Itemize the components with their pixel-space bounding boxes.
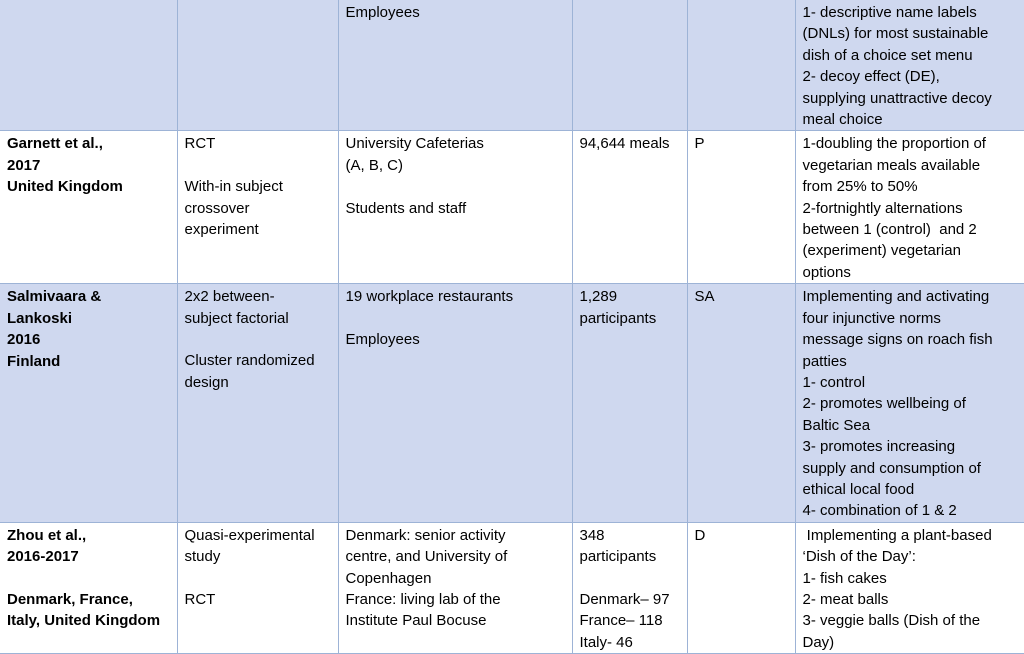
design-cell	[177, 0, 338, 131]
cell-text: 348	[579, 526, 605, 544]
cell-text: 2-fortnightly alternations	[802, 199, 963, 217]
cell-text: 1-doubling the proportion of	[802, 135, 986, 153]
sample-cell	[572, 284, 687, 522]
setting-cell	[338, 284, 572, 522]
design-cell	[177, 284, 338, 522]
cell-text: supplying unattractive decoy	[802, 89, 992, 107]
intervention-cell	[795, 0, 1024, 131]
cell-text: P	[694, 135, 705, 153]
cell-text: (DNLs) for most sustainable	[802, 25, 989, 43]
cell-text: Salmivaara &	[7, 288, 102, 306]
cell-text: between 1 (control) and 2	[802, 221, 977, 239]
cell-text: 3- promotes increasing	[802, 438, 956, 456]
study-cell	[0, 131, 177, 284]
code-cell	[687, 131, 795, 284]
cell-text: from 25% to 50%	[802, 178, 918, 196]
cell-text: Italy, United Kingdom	[7, 612, 161, 630]
cell-text: ‘Dish of the Day’:	[802, 548, 916, 566]
cell-text: University Cafeterias	[345, 135, 484, 153]
cell-text: 1,289	[579, 288, 618, 306]
cell-text: Employees	[345, 331, 420, 349]
blank-line	[185, 155, 334, 176]
cell-text: (experiment) vegetarian	[802, 242, 961, 260]
cell-text: message signs on roach fish	[802, 331, 993, 349]
cell-text: Implementing a plant-based	[802, 526, 992, 544]
cell-text: experiment	[184, 221, 259, 239]
table-row	[0, 284, 1024, 522]
cell-text: Italy- 46	[579, 633, 633, 651]
cell-text: Employees	[345, 4, 420, 21]
cell-text: Institute Paul Bocuse	[345, 612, 487, 630]
cell-text: 3- veggie balls (Dish of the	[802, 612, 981, 630]
cell-text: 19 workplace restaurants	[345, 288, 514, 306]
cell-text: Cluster randomized	[184, 352, 315, 370]
cell-text: Implementing and activating	[802, 288, 990, 306]
intervention-cell	[795, 522, 1024, 653]
cell-text: United Kingdom	[7, 178, 123, 196]
cell-text: supply and consumption of	[802, 459, 981, 477]
cell-text: Finland	[7, 352, 61, 370]
study-cell	[0, 0, 177, 131]
cell-text: France: living lab of the	[345, 590, 501, 608]
cell-text: RCT	[184, 135, 216, 153]
cell-text: 2016-2017	[7, 548, 79, 566]
design-cell	[177, 131, 338, 284]
blank-line	[580, 568, 683, 589]
cell-text: Day)	[802, 633, 835, 651]
cell-text: study	[184, 548, 221, 566]
cell-text: RCT	[184, 590, 216, 608]
cell-text: Garnett et al.,	[7, 135, 103, 153]
cell-text: 1- descriptive name labels	[802, 4, 977, 21]
cell-text: Students and staff	[345, 199, 467, 217]
cell-text: Quasi-experimental	[184, 526, 315, 544]
cell-text: 2- meat balls	[802, 590, 889, 608]
study-cell	[0, 284, 177, 522]
cell-text: participants	[579, 548, 657, 566]
cell-text: four injunctive norms	[802, 309, 941, 327]
code-cell	[687, 0, 795, 131]
code-cell	[687, 522, 795, 653]
cell-text: With-in subject	[184, 178, 283, 196]
cell-text: Zhou et al.,	[7, 526, 87, 544]
cell-text: meal choice	[802, 111, 883, 129]
cell-text: 4- combination of 1 & 2	[802, 502, 957, 520]
cell-text: design	[184, 373, 229, 391]
table-row	[0, 131, 1024, 284]
design-cell	[177, 522, 338, 653]
cell-text: centre, and University of	[345, 548, 508, 566]
blank-line	[185, 568, 334, 589]
cell-text: Baltic Sea	[802, 416, 871, 434]
code-cell	[687, 284, 795, 522]
blank-line	[346, 308, 568, 329]
cell-text: (A, B, C)	[345, 156, 404, 174]
cell-text: patties	[802, 352, 847, 370]
cell-text: Denmark– 97	[579, 590, 670, 608]
cell-text: dish of a choice set menu	[802, 46, 973, 64]
cell-text: Denmark: senior activity	[345, 526, 506, 544]
cell-text: options	[802, 263, 851, 281]
cell-text: 1- fish cakes	[802, 569, 887, 587]
blank-line	[185, 329, 334, 350]
setting-cell	[338, 522, 572, 653]
cell-text: 2x2 between-	[184, 288, 275, 306]
table-row	[0, 0, 1024, 131]
cell-text: France– 118	[579, 612, 663, 630]
cell-text: Copenhagen	[345, 569, 432, 587]
sample-cell	[572, 131, 687, 284]
cell-text: 1- control	[802, 373, 866, 391]
intervention-cell	[795, 131, 1024, 284]
cell-text: participants	[579, 309, 657, 327]
cell-text: 2017	[7, 156, 41, 174]
cell-text: subject factorial	[184, 309, 289, 327]
cell-text: 94,644 meals	[579, 135, 670, 153]
cell-text: vegetarian meals available	[802, 156, 981, 174]
cell-text: 2016	[7, 331, 41, 349]
cell-text: 2- decoy effect (DE),	[802, 68, 940, 86]
cell-text: crossover	[184, 199, 250, 217]
table-row	[0, 522, 1024, 653]
cell-text: 2- promotes wellbeing of	[802, 395, 966, 413]
cell-text: SA	[694, 288, 715, 306]
blank-line	[7, 568, 173, 589]
sample-cell	[572, 522, 687, 653]
setting-cell	[338, 131, 572, 284]
cell-text: Denmark, France,	[7, 590, 133, 608]
sample-cell	[572, 0, 687, 131]
intervention-cell	[795, 284, 1024, 522]
study-cell	[0, 522, 177, 653]
cell-text: ethical local food	[802, 480, 915, 498]
cell-text: D	[694, 526, 706, 544]
cell-text: Lankoski	[7, 309, 73, 327]
blank-line	[346, 176, 568, 197]
setting-cell	[338, 0, 572, 131]
